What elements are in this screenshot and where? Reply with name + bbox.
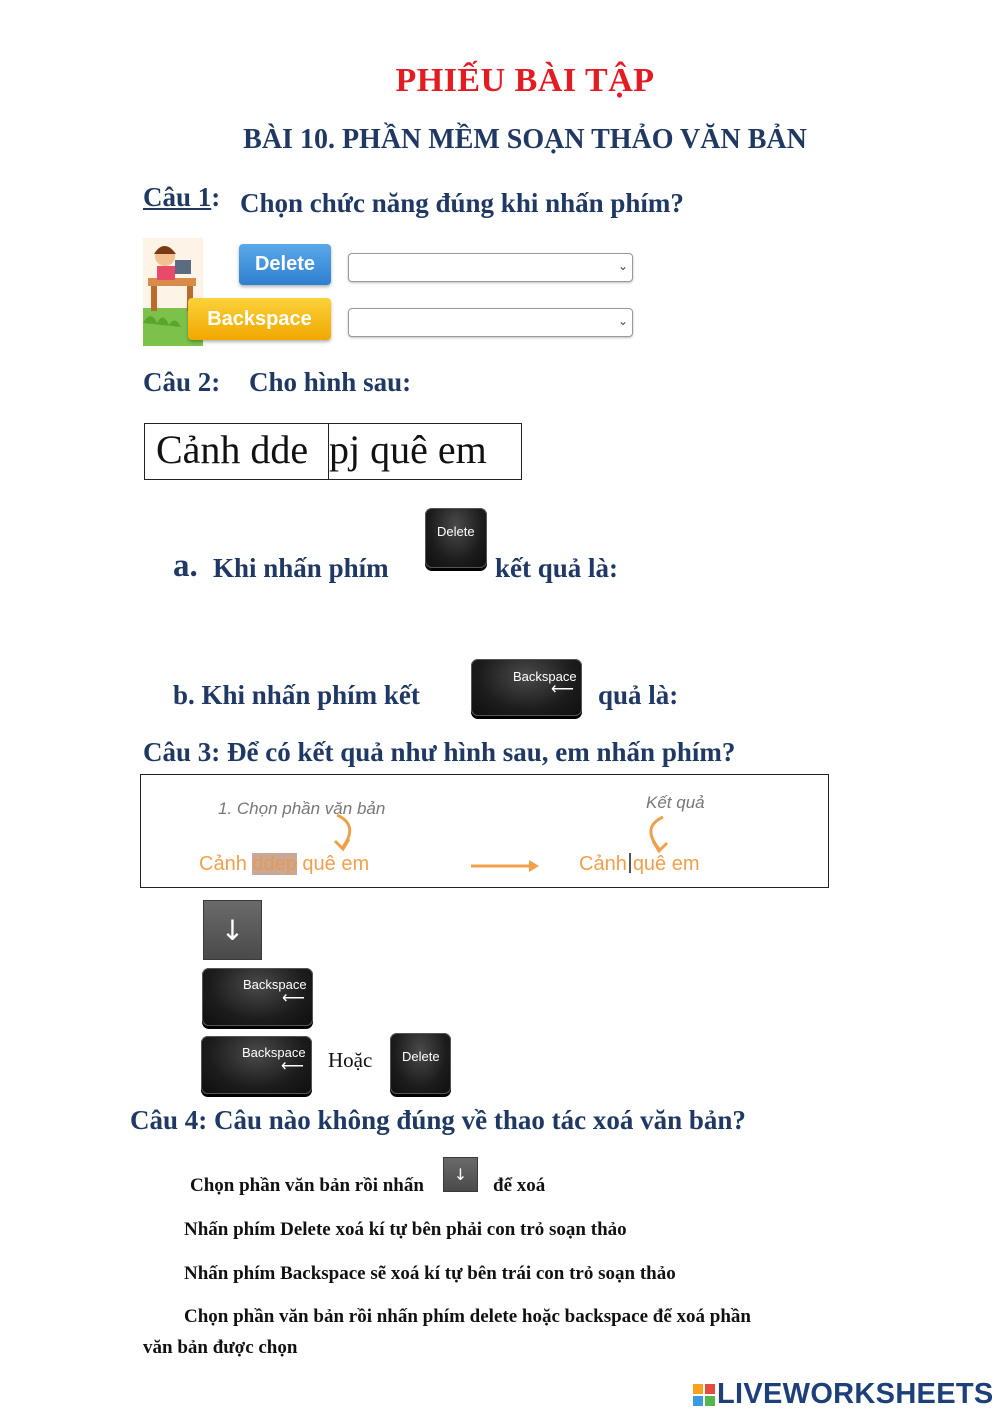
q4-option-4[interactable]: Chọn phần văn bản rồi nhấn phím delete hoặc backspace để xoá phần bbox=[184, 1306, 751, 1327]
after-suffix: quê em bbox=[632, 853, 700, 875]
backspace-key bbox=[471, 659, 582, 716]
part-a-text: Khi nhấn phím bbox=[213, 553, 389, 583]
chevron-down-icon: ⌄ bbox=[617, 314, 628, 328]
logo-icon bbox=[693, 1384, 715, 1406]
q1-text: Chọn chức năng đúng khi nhấn phím? bbox=[240, 188, 684, 218]
curved-arrow-icon bbox=[643, 815, 673, 855]
before-prefix: Cảnh bbox=[199, 853, 253, 875]
part-a-tail: kết quả là: bbox=[495, 553, 619, 583]
part-b-text: b. Khi nhấn phím kết bbox=[173, 680, 420, 710]
part-a-letter: a. bbox=[173, 548, 198, 584]
delete-function-dropdown[interactable] bbox=[348, 253, 633, 282]
q4-option-4-line2: văn bản được chọn bbox=[143, 1337, 298, 1358]
right-arrow-icon bbox=[471, 859, 541, 873]
delete-key-option[interactable] bbox=[390, 1033, 451, 1094]
backspace-key-label: Backspace bbox=[513, 669, 577, 684]
liveworksheets-logo bbox=[693, 1378, 994, 1411]
worksheet-title: PHIẾU BÀI TẬP bbox=[395, 62, 655, 99]
backspace-key-label: Backspace bbox=[242, 1045, 306, 1060]
down-arrow-key-option[interactable]: ↓ bbox=[203, 900, 262, 960]
selected-text: ddep bbox=[252, 853, 297, 875]
left-arrow-icon: ⟵ bbox=[551, 681, 574, 698]
part-b-tail: quả là: bbox=[598, 680, 679, 710]
after-text bbox=[579, 853, 700, 876]
backspace-key-image: Backspace bbox=[188, 298, 331, 340]
backspace-or-delete-option[interactable] bbox=[201, 1036, 312, 1094]
text-cursor bbox=[629, 853, 631, 873]
delete-key-label: Delete bbox=[437, 524, 475, 539]
q1-label: Câu 1 bbox=[143, 182, 212, 212]
before-suffix: quê em bbox=[296, 853, 370, 875]
backspace-function-dropdown[interactable] bbox=[348, 308, 633, 337]
q4-option-1[interactable] bbox=[190, 1175, 424, 1197]
q4-option-2[interactable]: Nhấn phím Delete xoá kí tự bên phải con trỏ soạn thảo bbox=[184, 1219, 627, 1240]
q4-option-1-tail: để xoá bbox=[493, 1175, 546, 1196]
chevron-down-icon: ⌄ bbox=[617, 259, 628, 273]
before-text bbox=[199, 853, 369, 876]
backspace-key-option[interactable] bbox=[202, 968, 313, 1026]
q2-text: Cho hình sau: bbox=[249, 367, 412, 397]
option-text: Chọn phần văn bản rồi nhấn bbox=[190, 1175, 424, 1196]
q1-colon: : bbox=[211, 182, 221, 212]
step-note: 1. Chọn phần văn bản bbox=[218, 799, 386, 818]
q2-label: Câu 2: bbox=[143, 367, 221, 397]
q4-option-3[interactable]: Nhấn phím Backspace sẽ xoá kí tự bên trái con trỏ soạn thảo bbox=[184, 1263, 676, 1284]
backspace-key-label: Backspace bbox=[243, 977, 307, 992]
sample-text-left: Cảnh dde bbox=[156, 427, 309, 472]
q1-heading bbox=[143, 182, 220, 213]
q3-example-box bbox=[140, 774, 829, 888]
curved-arrow-icon bbox=[331, 813, 361, 853]
delete-key-image: Delete bbox=[239, 244, 331, 285]
lesson-subtitle: BÀI 10. PHẦN MỀM SOẠN THẢO VĂN BẢN bbox=[243, 124, 807, 155]
or-label: Hoặc bbox=[328, 1048, 373, 1072]
sample-text-box bbox=[144, 423, 522, 480]
brand-name: LIVEWORKSHEETS bbox=[717, 1378, 994, 1410]
delete-key-label: Delete bbox=[402, 1049, 440, 1064]
q4-text: Câu 4: Câu nào không đúng về thao tác xoá văn bản? bbox=[130, 1105, 746, 1135]
after-prefix: Cảnh bbox=[579, 853, 627, 875]
sample-text-right: pj quê em bbox=[329, 427, 487, 472]
q3-text: Câu 3: Để có kết quả như hình sau, em nhấn phím? bbox=[143, 737, 736, 767]
delete-key bbox=[425, 508, 487, 568]
left-arrow-icon: ⟵ bbox=[282, 990, 305, 1007]
result-note: Kết quả bbox=[646, 793, 705, 812]
down-arrow-icon: ↓ bbox=[443, 1157, 478, 1192]
left-arrow-icon: ⟵ bbox=[281, 1058, 304, 1075]
